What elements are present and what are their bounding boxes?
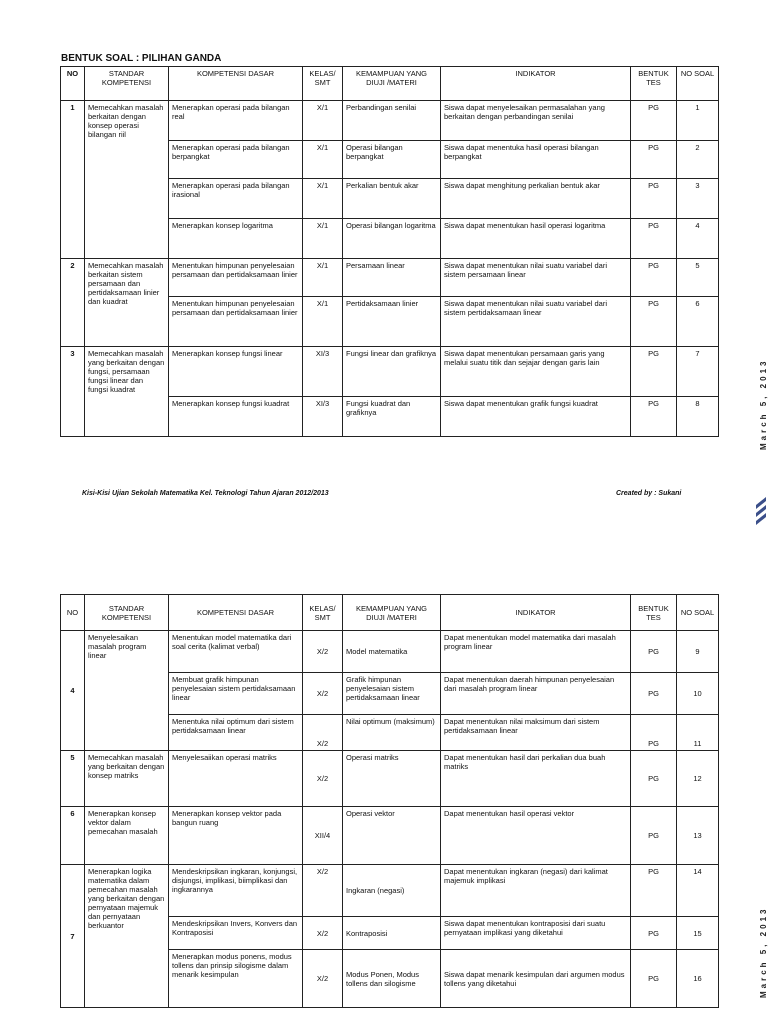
kompetensi-dasar: Menyelesaiikan operasi matriks — [169, 751, 303, 807]
kelas-smt: X/2 — [303, 751, 343, 807]
bentuk-tes: PG — [631, 259, 677, 297]
bentuk-tes: PG — [631, 807, 677, 865]
bentuk-tes: PG — [631, 917, 677, 950]
question-grid-table-1 — [60, 66, 719, 437]
no-soal: 6 — [677, 297, 719, 347]
indikator: Dapat menentukan hasil dari perkalian dua buah matriks — [441, 751, 631, 807]
no-soal: 4 — [677, 219, 719, 259]
kelas-smt: X/1 — [303, 297, 343, 347]
no-soal: 3 — [677, 179, 719, 219]
materi: Pertidaksamaan linier — [343, 297, 441, 347]
standar-kompetensi: Memecahkan masalah berkaitan sistem persamaan dan pertidaksamaan linier dan kuadrat — [85, 259, 169, 347]
standar-kompetensi: Memecahkan masalah yang berkaitan dengan fungsi, persamaan fungsi linear dan fungsi kuadrat — [85, 347, 169, 437]
indikator: Siswa dapat menentukan grafik fungsi kuadrat — [441, 397, 631, 437]
kompetensi-dasar: Menentukan model matematika dari soal cerita (kalimat verbal) — [169, 631, 303, 673]
indikator: Siswa dapat menentuka hasil operasi bilangan berpangkat — [441, 141, 631, 179]
form-title: BENTUK SOAL : PILIHAN GANDA — [61, 53, 222, 64]
header-indikator: INDIKATOR — [441, 67, 631, 101]
kompetensi-dasar: Membuat grafik himpunan penyelesaian sistem pertidaksamaan linear — [169, 673, 303, 715]
footer-author: Created by : Sukani — [616, 490, 682, 497]
indikator: Dapat menentukan daerah himpunan penyelesaian dari masalah program linear — [441, 673, 631, 715]
standar-kompetensi: Menerapkan logika matematika dalam pemecahan masalah yang berkaitan dengan pernyataan majemuk dan pernyataan berkuantor — [85, 865, 169, 1008]
row-no: 6 — [61, 807, 85, 865]
kompetensi-dasar: Menerapkan konsep vektor pada bangun ruang — [169, 807, 303, 865]
table-row — [61, 631, 719, 673]
materi: Perkalian bentuk akar — [343, 179, 441, 219]
materi: Operasi bilangan logaritma — [343, 219, 441, 259]
bentuk-tes: PG — [631, 141, 677, 179]
bentuk-tes: PG — [631, 219, 677, 259]
bentuk-tes: PG — [631, 751, 677, 807]
materi: Fungsi linear dan grafiknya — [343, 347, 441, 397]
table-row — [61, 807, 719, 865]
indikator: Siswa dapat menentukan nilai suatu variabel dari sistem persamaan linear — [441, 259, 631, 297]
bentuk-tes: PG — [631, 397, 677, 437]
header-kemampuan: KEMAMPUAN YANG DIUJI /MATERI — [343, 595, 441, 631]
no-soal: 12 — [677, 751, 719, 807]
kompetensi-dasar: Menerapkan konsep fungsi kuadrat — [169, 397, 303, 437]
kompetensi-dasar: Menerapkan modus ponens, modus tollens dan prinsip silogisme dalam menarik kesimpulan — [169, 950, 303, 1008]
indikator: Siswa dapat menyelesaikan permasalahan yang berkaitan dengan perbandingan senilai — [441, 101, 631, 141]
table-header-row — [61, 595, 719, 631]
no-soal: 7 — [677, 347, 719, 397]
indikator: Siswa dapat menarik kesimpulan dari argumen modus tollens yang diketahui — [441, 950, 631, 1008]
kelas-smt: X/2 — [303, 917, 343, 950]
row-no: 2 — [61, 259, 85, 347]
kompetensi-dasar: Menentukan himpunan penyelesaian persamaan dan pertidaksamaan linier — [169, 297, 303, 347]
standar-kompetensi: Memecahkan masalah yang berkaitan dengan konsep matriks — [85, 751, 169, 807]
bentuk-tes: PG — [631, 673, 677, 715]
no-soal: 16 — [677, 950, 719, 1008]
table-row — [61, 259, 719, 297]
materi: Model matematika — [343, 631, 441, 673]
materi: Operasi matriks — [343, 751, 441, 807]
no-soal: 15 — [677, 917, 719, 950]
header-kompetensi-dasar: KOMPETENSI DASAR — [169, 67, 303, 101]
header-bentuk-tes: BENTUK TES — [631, 595, 677, 631]
header-no: NO — [61, 595, 85, 631]
decorative-stripes-icon — [752, 497, 768, 527]
no-soal: 5 — [677, 259, 719, 297]
question-grid-table-2 — [60, 594, 719, 1008]
materi: Grafik himpunan penyelesaian sistem pertidaksamaan linear — [343, 673, 441, 715]
kelas-smt: X/1 — [303, 219, 343, 259]
header-kemampuan: KEMAMPUAN YANG DIUJI /MATERI — [343, 67, 441, 101]
indikator: Siswa dapat menghitung perkalian bentuk akar — [441, 179, 631, 219]
kompetensi-dasar: Mendeskripsikan ingkaran, konjungsi, disjungsi, implikasi, biimplikasi dan ingkarannya — [169, 865, 303, 917]
kelas-smt: X/2 — [303, 950, 343, 1008]
materi: Kontraposisi — [343, 917, 441, 950]
indikator: Dapat menentukan ingkaran (negasi) dari kalimat majemuk implikasi — [441, 865, 631, 917]
indikator: Siswa dapat menentukan kontraposisi dari suatu pernyataan implikasi yang diketahui — [441, 917, 631, 950]
bentuk-tes: PG — [631, 631, 677, 673]
header-kelas-smt: KELAS/ SMT — [303, 67, 343, 101]
no-soal: 14 — [677, 865, 719, 917]
standar-kompetensi: Memecahkan masalah berkaitan dengan konsep operasi bilangan riil — [85, 101, 169, 259]
side-date-bottom: March 5, 2013 — [759, 906, 768, 998]
no-soal: 13 — [677, 807, 719, 865]
kompetensi-dasar: Menerapkan operasi pada bilangan berpangkat — [169, 141, 303, 179]
no-soal: 8 — [677, 397, 719, 437]
materi: Operasi bilangan berpangkat — [343, 141, 441, 179]
no-soal: 11 — [677, 715, 719, 751]
materi: Ingkaran (negasi) — [343, 865, 441, 917]
kompetensi-dasar: Menerapkan konsep fungsi linear — [169, 347, 303, 397]
row-no: 3 — [61, 347, 85, 437]
bentuk-tes: PG — [631, 865, 677, 917]
materi: Persamaan linear — [343, 259, 441, 297]
materi: Modus Ponen, Modus tollens dan silogisme — [343, 950, 441, 1008]
bentuk-tes: PG — [631, 950, 677, 1008]
side-date-top: March 5, 2013 — [759, 358, 768, 450]
materi: Fungsi kuadrat dan grafiknya — [343, 397, 441, 437]
header-kelas-smt: KELAS/ SMT — [303, 595, 343, 631]
bentuk-tes: PG — [631, 347, 677, 397]
indikator: Dapat menentukan nilai maksimum dari sistem pertidaksamaan linear — [441, 715, 631, 751]
kelas-smt: X/1 — [303, 259, 343, 297]
bentuk-tes: PG — [631, 715, 677, 751]
kompetensi-dasar: Menerapkan operasi pada bilangan real — [169, 101, 303, 141]
table-row — [61, 865, 719, 917]
kompetensi-dasar: Mendeskripsikan Invers, Konvers dan Kontraposisi — [169, 917, 303, 950]
row-no: 5 — [61, 751, 85, 807]
kelas-smt: X/2 — [303, 865, 343, 917]
kelas-smt: X/2 — [303, 631, 343, 673]
indikator: Dapat menentukan hasil operasi vektor — [441, 807, 631, 865]
table-row — [61, 347, 719, 397]
table-row — [61, 751, 719, 807]
bentuk-tes: PG — [631, 179, 677, 219]
header-bentuk-tes: BENTUK TES — [631, 67, 677, 101]
materi: Perbandingan senilai — [343, 101, 441, 141]
no-soal: 1 — [677, 101, 719, 141]
header-no-soal: NO SOAL — [677, 67, 719, 101]
kelas-smt: XI/3 — [303, 397, 343, 437]
header-no: NO — [61, 67, 85, 101]
kelas-smt: X/1 — [303, 179, 343, 219]
kompetensi-dasar: Menerapkan operasi pada bilangan irasional — [169, 179, 303, 219]
kompetensi-dasar: Menerapkan konsep logaritma — [169, 219, 303, 259]
row-no: 7 — [61, 865, 85, 1008]
header-no-soal: NO SOAL — [677, 595, 719, 631]
kelas-smt: X/2 — [303, 715, 343, 751]
indikator: Siswa dapat menentukan persamaan garis yang melalui suatu titik dan sejajar dengan garis lain — [441, 347, 631, 397]
kelas-smt: XII/4 — [303, 807, 343, 865]
standar-kompetensi: Menerapkan konsep vektor dalam pemecahan masalah — [85, 807, 169, 865]
indikator: Siswa dapat menentukan hasil operasi logaritma — [441, 219, 631, 259]
row-no: 4 — [61, 631, 85, 751]
materi: Operasi vektor — [343, 807, 441, 865]
kelas-smt: X/1 — [303, 101, 343, 141]
no-soal: 2 — [677, 141, 719, 179]
table-header-row — [61, 67, 719, 101]
bentuk-tes: PG — [631, 297, 677, 347]
kelas-smt: X/1 — [303, 141, 343, 179]
header-standar-kompetensi: STANDAR KOMPETENSI — [85, 595, 169, 631]
kelas-smt: XI/3 — [303, 347, 343, 397]
header-standar-kompetensi: STANDAR KOMPETENSI — [85, 67, 169, 101]
kompetensi-dasar: Menentukan himpunan penyelesaian persamaan dan pertidaksamaan linier — [169, 259, 303, 297]
row-no: 1 — [61, 101, 85, 259]
indikator: Siswa dapat menentukan nilai suatu variabel dari sistem pertidaksamaan linear — [441, 297, 631, 347]
header-indikator: INDIKATOR — [441, 595, 631, 631]
no-soal: 10 — [677, 673, 719, 715]
table-row — [61, 101, 719, 141]
header-kompetensi-dasar: KOMPETENSI DASAR — [169, 595, 303, 631]
kelas-smt: X/2 — [303, 673, 343, 715]
footer-document-title: Kisi-Kisi Ujian Sekolah Matematika Kel. Teknologi Tahun Ajaran 2012/2013 — [82, 490, 329, 497]
indikator: Dapat menentukan model matematika dari masalah program linear — [441, 631, 631, 673]
kompetensi-dasar: Menentuka nilai optimum dari sistem pertidaksamaan linear — [169, 715, 303, 751]
bentuk-tes: PG — [631, 101, 677, 141]
materi: Nilai optimum (maksimum) — [343, 715, 441, 751]
standar-kompetensi: Menyelesaikan masalah program linear — [85, 631, 169, 751]
no-soal: 9 — [677, 631, 719, 673]
